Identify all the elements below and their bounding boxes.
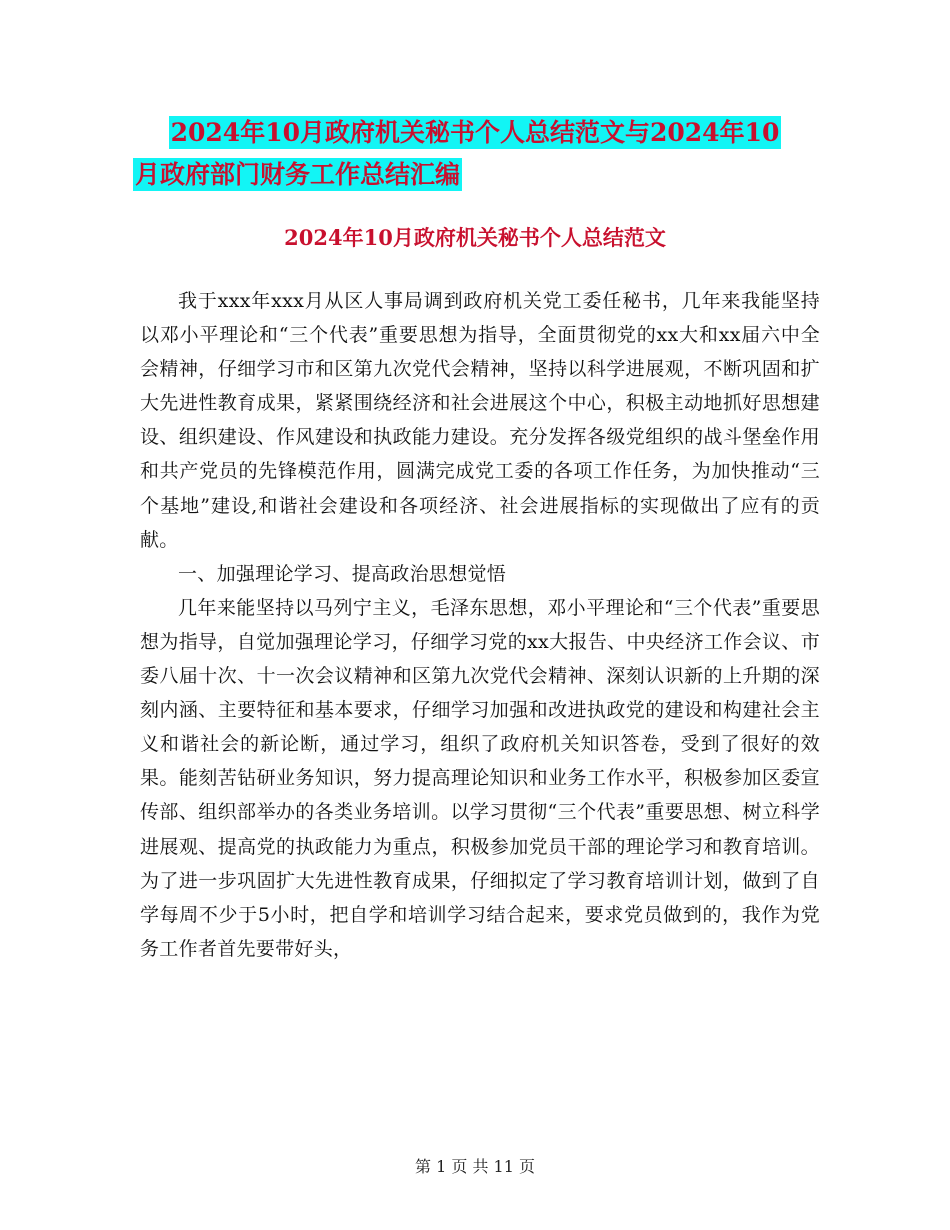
- section-title: 2024年10月政府机关秘书个人总结范文: [284, 225, 666, 250]
- paragraph: 我于xxx年xxx月从区人事局调到政府机关党工委任秘书，几年来我能坚持以邓小平理论和“三个代表”重要思想为指导，全面贯彻党的xx大和xx届六中全会精神，仔细学习市和区第九次党代会精神，坚持以科学进展观，不断巩固和扩大先进性教育成果，紧紧围绕经济和社会进展这个中心，积极主动地抓好思想建设、组织建设、作风建设和执政能力建设。充分发挥各级党组织的战斗堡垒作用和共产党员的先锋模范作用，圆满完成党工委的各项工作任务，为加快推动“三个基地”建设,和谐社会建设和各项经济、社会进展指标的实现做出了应有的贡献。: [140, 290, 820, 551]
- document-title-line-2: 月政府部门财务工作总结汇编: [135, 160, 461, 189]
- subheading: 一、加强理论学习、提高政治思想觉悟: [178, 562, 507, 585]
- document-title-line-1: 2024年10月政府机关秘书个人总结范文与2024年10: [170, 118, 780, 147]
- document-body: [140, 284, 820, 966]
- paragraph: 几年来能坚持以马列宁主义，毛泽东思想，邓小平理论和“三个代表”重要思想为指导，自觉加强理论学习，仔细学习党的xx大报告、中央经济工作会议、市委八届十次、十一次会议精神和区第九次党代会精神、深刻认识新的上升期的深刻内涵、主要特征和基本要求，仔细学习加强和改进执政党的建设和构建社会主义和谐社会的新论断，通过学习，组织了政府机关知识答卷，受到了很好的效果。能刻苦钻研业务知识，努力提高理论知识和业务工作水平，积极参加区委宣传部、组织部举办的各类业务培训。以学习贯彻“三个代表”重要思想、树立科学进展观、提高党的执政能力为重点，积极参加党员干部的理论学习和教育培训。为了进一步巩固扩大先进性教育成果，仔细拟定了学习教育培训计划，做到了自学每周不少于5小时，把自学和培训学习结合起来，要求党员做到的，我作为党务工作者首先要带好头，: [140, 596, 820, 960]
- page-footer: 第 1 页 共 11 页: [415, 1157, 535, 1176]
